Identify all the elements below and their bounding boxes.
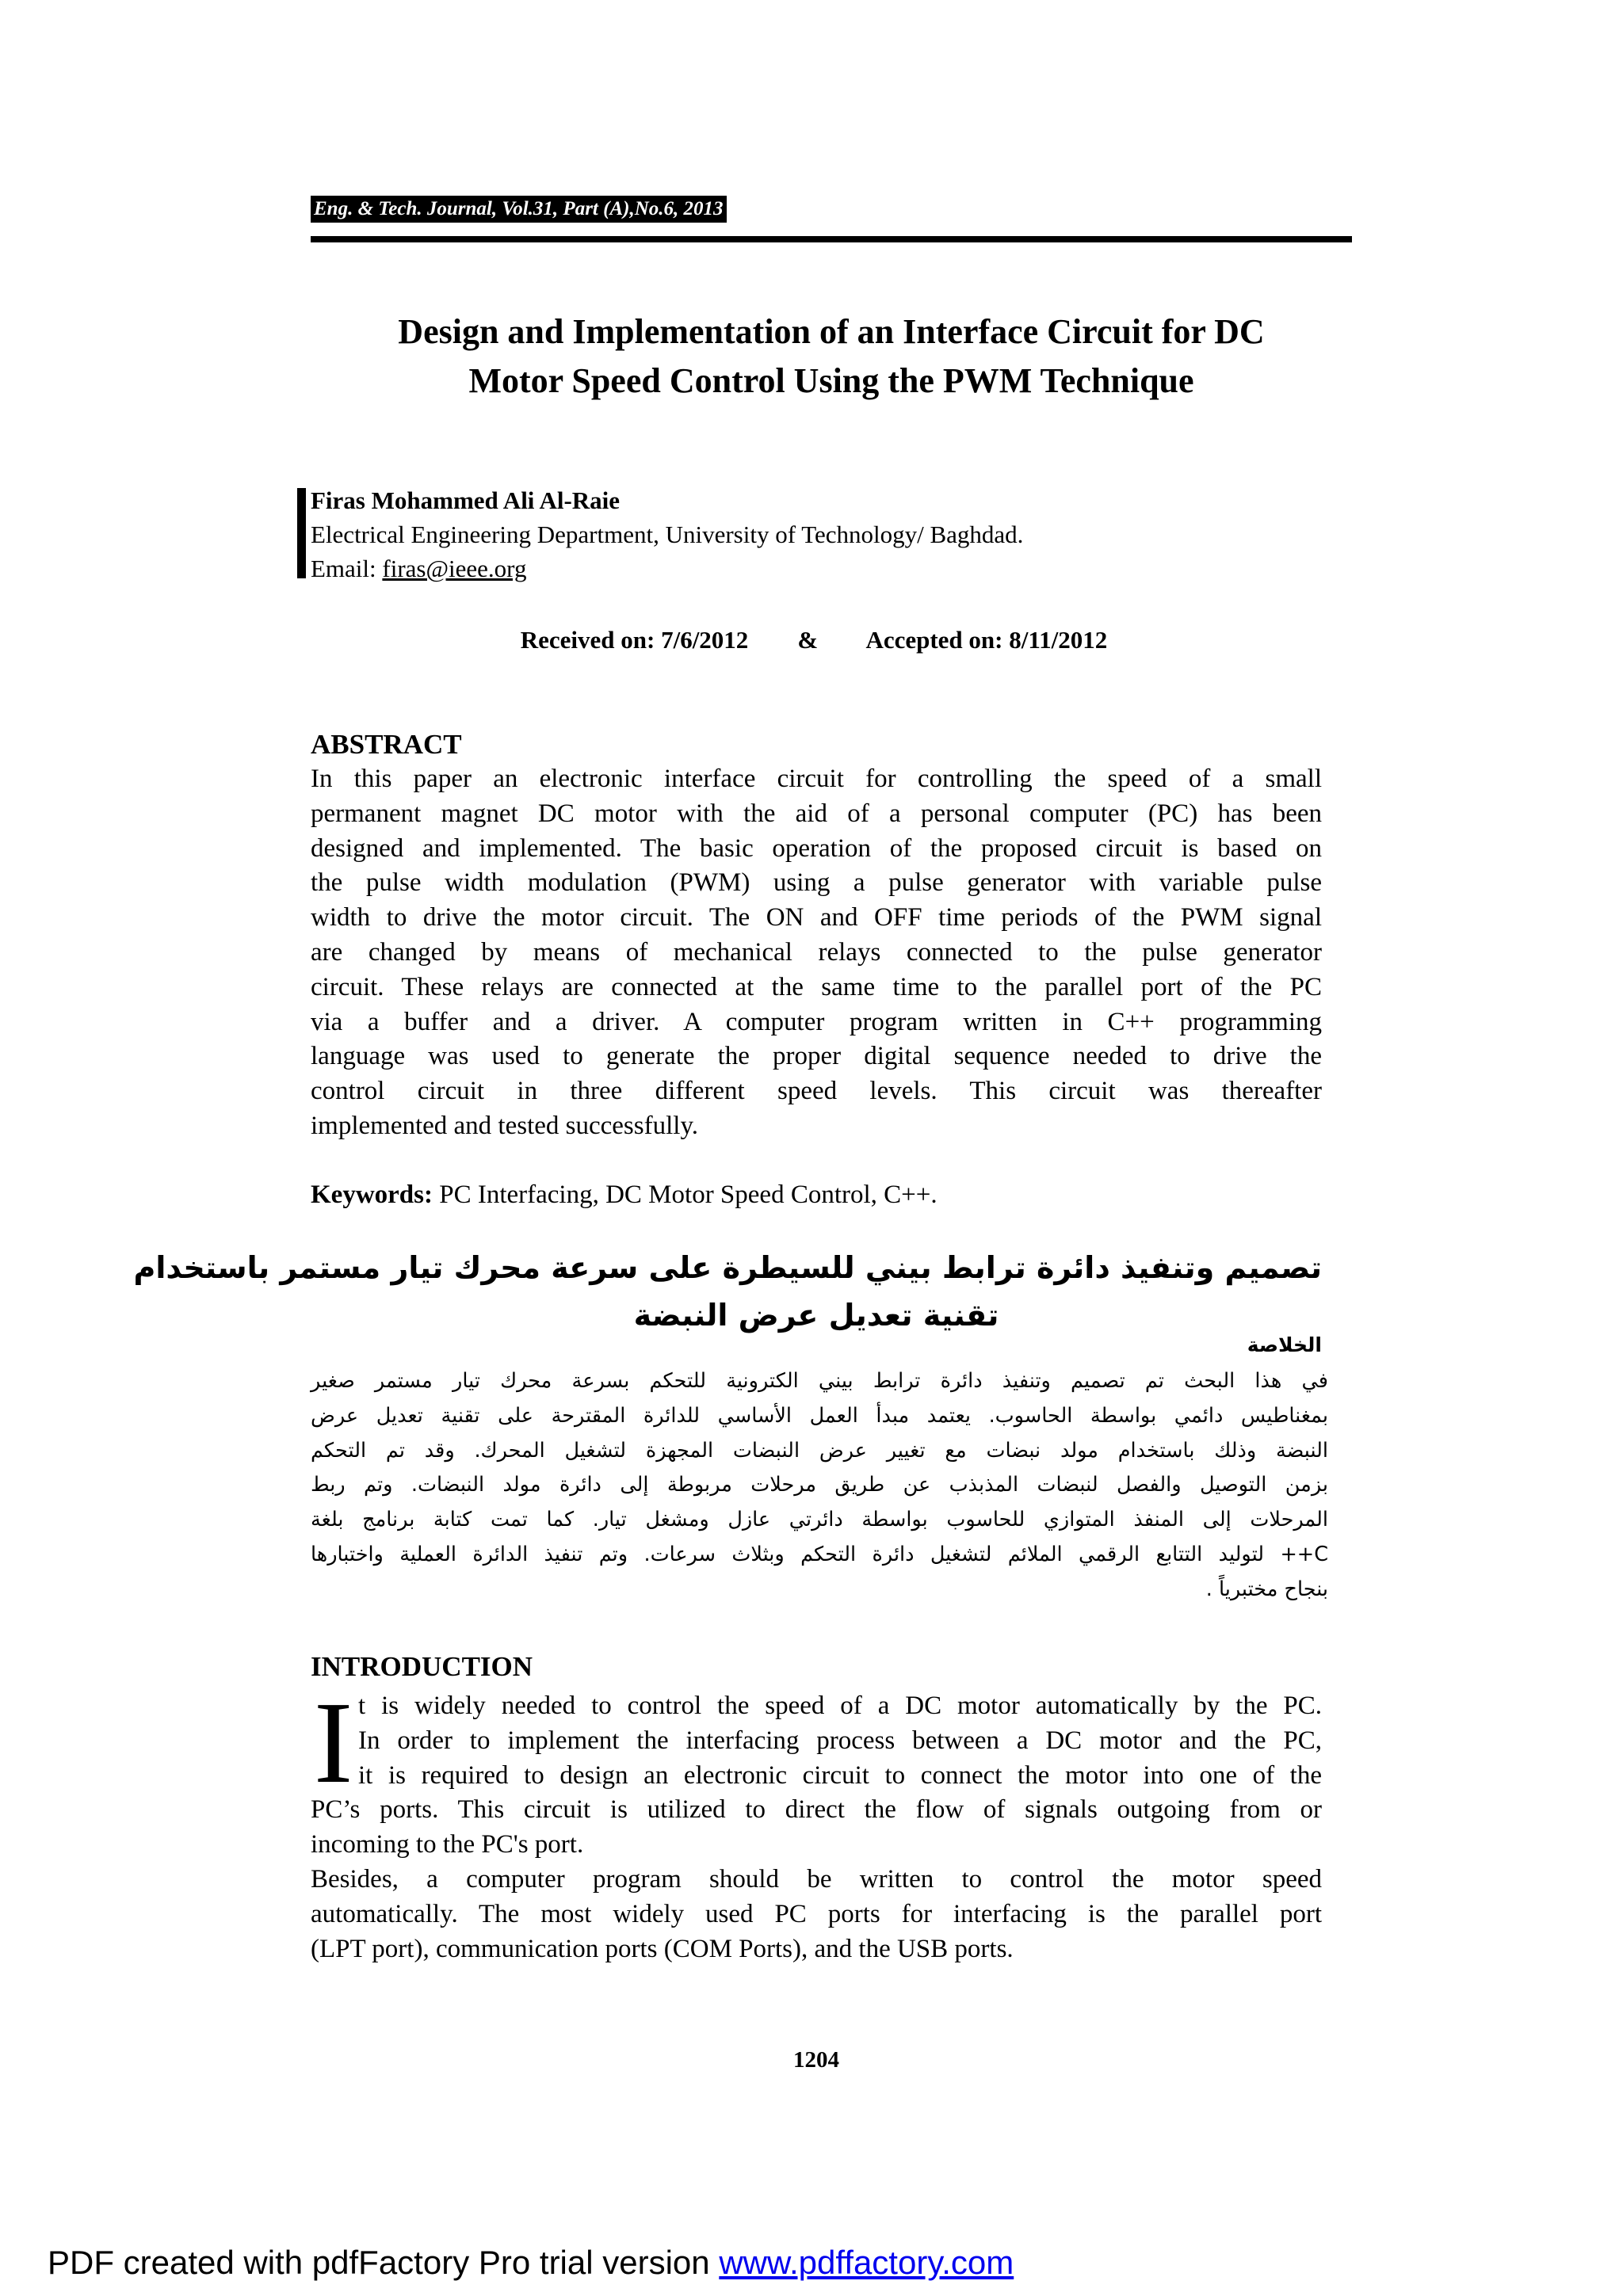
abstract-line: the pulse width modulation (PWM) using a pulse generator with variable pulse bbox=[311, 868, 1322, 898]
dates-separator: & bbox=[797, 626, 819, 654]
intro-line: In order to implement the interfacing process between a DC motor and the PC, bbox=[358, 1726, 1322, 1755]
header-rule bbox=[311, 236, 1352, 242]
arabic-line: بمغناطيس دائمي بواسطة الحاسوب. يعتمد مبدأ العمل الأساسي للدائرة المقترحة على تقنية تعديل عرض bbox=[311, 1403, 1328, 1428]
arabic-abstract-body bbox=[311, 1364, 1328, 1608]
arabic-title-line-1: تصميم وتنفيذ دائرة ترابط بيني للسيطرة على سرعة محرك تيار مستمر باستخدام bbox=[133, 1250, 1322, 1285]
running-header: Eng. & Tech. Journal, Vol.31, Part (A),No.6, 2013 bbox=[311, 196, 727, 223]
email-link[interactable]: firas@ieee.org bbox=[382, 555, 527, 582]
arabic-title-line-2: تقنية تعديل عرض النبضة bbox=[633, 1298, 999, 1333]
arabic-line: النبضة وذلك باستخدام مولد نبضات مع تغيير عرض النبضات المجهزة لتشغيل المحرك. وقد تم التحكم bbox=[311, 1438, 1328, 1463]
abstract-line: are changed by means of mechanical relays connected to the pulse generator bbox=[311, 937, 1322, 967]
abstract-line: In this paper an electronic interface circuit for controlling the speed of a small bbox=[311, 765, 1322, 793]
watermark-text: PDF created with pdfFactory Pro trial version bbox=[48, 2244, 720, 2281]
introduction-body bbox=[311, 1678, 1322, 1966]
intro-line: (LPT port), communication ports (COM Ports), and the USB ports. bbox=[311, 1934, 1014, 1963]
abstract-heading: ABSTRACT bbox=[311, 729, 462, 760]
abstract-line: width to drive the motor circuit. The ON and OFF time periods of the PWM signal bbox=[311, 903, 1322, 933]
arabic-title bbox=[133, 1244, 1322, 1339]
arabic-line: المرحلات إلى المنفذ المتوازي للحاسوب بواسطة دائرتي عازل ومشغل تيار. كما تمت كتابة برنامج بلغة bbox=[311, 1508, 1328, 1532]
intro-line: it is required to design an electronic circuit to connect the motor into one of the bbox=[358, 1760, 1322, 1790]
intro-line: PC’s ports. This circuit is utilized to direct the flow of signals outgoing from or bbox=[311, 1795, 1322, 1825]
intro-line: automatically. The most widely used PC ports for interfacing is the parallel port bbox=[311, 1899, 1322, 1928]
abstract-line: via a buffer and a driver. A computer program written in C++ programming bbox=[311, 1007, 1322, 1036]
intro-line: incoming to the PC's port. bbox=[311, 1830, 584, 1859]
drop-cap: I bbox=[314, 1678, 353, 1808]
arabic-line: بزمن التوصيل والفصل لنبضات المذبذب عن طريق مرحلات مربوطة إلى دائرة مولد النبضات. وتم ربط bbox=[311, 1473, 1328, 1497]
abstract-line: implemented and tested successfully. bbox=[311, 1111, 699, 1140]
abstract-line: circuit. These relays are connected at the same time to the parallel port of the PC bbox=[311, 972, 1322, 1001]
dates-line bbox=[311, 624, 1317, 656]
email-label: Email: bbox=[311, 555, 383, 582]
paper-title bbox=[311, 307, 1352, 406]
abstract-line: control circuit in three different speed levels. This circuit was thereafter bbox=[311, 1077, 1322, 1106]
title-line-1: Design and Implementation of an Interface Circuit for DC bbox=[398, 312, 1265, 351]
title-line-2: Motor Speed Control Using the PWM Technique bbox=[468, 361, 1194, 400]
author-bar bbox=[297, 488, 306, 578]
arabic-abstract-heading: الخلاصة bbox=[1247, 1333, 1322, 1356]
author-name: Firas Mohammed Ali Al-Raie bbox=[311, 486, 621, 514]
page-number: 1204 bbox=[793, 2047, 839, 2073]
author-affiliation: Electrical Engineering Department, University of Technology/ Baghdad. bbox=[311, 521, 1024, 548]
pdf-watermark-footer bbox=[48, 2242, 1014, 2283]
pdffactory-link[interactable]: www.pdffactory.com bbox=[719, 2244, 1014, 2281]
intro-line: t is widely needed to control the speed of a DC motor automatically by the PC. bbox=[358, 1691, 1322, 1720]
accepted-date: Accepted on: 8/11/2012 bbox=[865, 626, 1108, 654]
abstract-body bbox=[311, 762, 1322, 1144]
keywords-text: PC Interfacing, DC Motor Speed Control, C++. bbox=[432, 1180, 938, 1209]
arabic-line: C++ لتوليد التتابع الرقمي الملائم لتشغيل دائرة التحكم وبثلاث سرعات. وتم تنفيذ الدائرة العملية واختبارها bbox=[311, 1542, 1328, 1566]
abstract-line: permanent magnet DC motor with the aid of a personal computer (PC) has been bbox=[311, 799, 1322, 828]
abstract-line: language was used to generate the proper digital sequence needed to drive the bbox=[311, 1042, 1322, 1071]
keywords-line bbox=[311, 1177, 938, 1212]
intro-line: Besides, a computer program should be written to control the motor speed bbox=[311, 1864, 1322, 1894]
keywords-label: Keywords: bbox=[311, 1180, 433, 1209]
abstract-line: designed and implemented. The basic operation of the proposed circuit is based on bbox=[311, 833, 1322, 863]
author-block bbox=[311, 483, 1352, 585]
introduction-heading: INTRODUCTION bbox=[311, 1651, 533, 1682]
received-date: Received on: 7/6/2012 bbox=[520, 626, 749, 654]
arabic-line: بنجاح مختبرياً . bbox=[1205, 1577, 1328, 1601]
author-email-line bbox=[311, 551, 1352, 585]
arabic-line: في هذا البحث تم تصميم وتنفيذ دائرة ترابط بيني الكترونية للتحكم بسرعة محرك تيار مستمر صغير bbox=[311, 1369, 1328, 1393]
